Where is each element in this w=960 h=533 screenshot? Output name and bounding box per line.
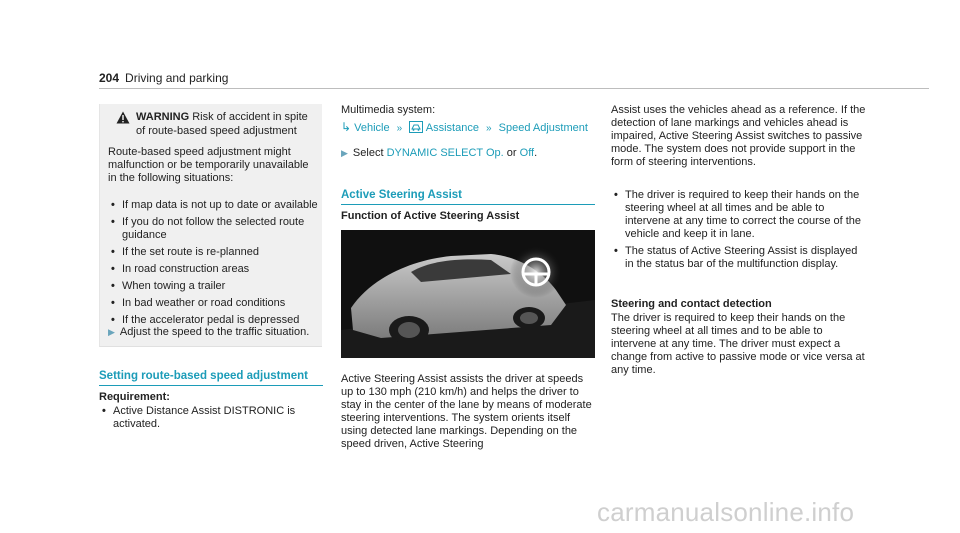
active-steering-para2: Assist uses the vehicles ahead as a reference. If the detection of lane markings and vehicles ahead is impaired, Active Steering Assist switches to passive mode. The system does not provide support in the form of steering interventions. <box>611 104 866 168</box>
list-item: • In road construction areas <box>108 263 318 276</box>
page-number: 204 <box>99 71 120 85</box>
watermark: carmanualsonline.info <box>597 497 855 527</box>
path-start-icon: ↳ <box>341 120 352 134</box>
list-item: • If the accelerator pedal is depressed <box>108 314 318 327</box>
requirement-label: Requirement: <box>99 391 170 403</box>
active-steering-rule <box>341 204 595 205</box>
active-steering-title: Active Steering Assist <box>341 189 463 201</box>
path-assistance: Assistance <box>425 122 479 134</box>
action-arrow-icon: ▶ <box>108 327 115 337</box>
warning-box <box>99 104 322 347</box>
list-item: • When towing a trailer <box>108 280 318 293</box>
multimedia-block <box>341 104 591 160</box>
list-item: • If map data is not up to date or available <box>108 199 318 212</box>
warning-action <box>108 326 318 339</box>
car-illustration <box>341 230 595 358</box>
list-item: • The status of Active Steering Assist is displayed in the status bar of the multifunction display. <box>611 245 867 271</box>
menu-path <box>341 121 591 135</box>
option-dynamic-select: DYNAMIC SELECT Op. <box>386 147 504 159</box>
warning-heading <box>116 110 316 138</box>
path-separator-icon: » <box>486 123 492 134</box>
contact-detection-title: Steering and contact detection <box>611 298 772 310</box>
section-title: Driving and parking <box>125 71 229 85</box>
warning-keyword: WARNING <box>136 111 190 123</box>
list-item: • In bad weather or road conditions <box>108 297 318 310</box>
list-item: • Active Distance Assist DISTRONIC is activated. <box>99 405 321 431</box>
requirement-list <box>99 405 321 435</box>
option-off: Off <box>519 147 535 159</box>
function-subtitle: Function of Active Steering Assist <box>341 210 520 222</box>
warning-title: Risk of accident in spite of route-based speed adjustment <box>136 111 308 137</box>
select-period: . <box>534 147 538 159</box>
steering-requirements-list <box>611 189 867 275</box>
path-vehicle: Vehicle <box>354 122 390 134</box>
page-header <box>99 71 228 85</box>
warning-list <box>108 199 318 331</box>
warning-intro: Route-based speed adjustment might malfunction or be temporarily unavailable in the following situations: <box>108 146 309 184</box>
path-separator-icon: » <box>396 123 403 134</box>
contact-detection-text: The driver is required to keep their hands on the steering wheel at all times and to be able to intervene at any time. The driver must expect a change from active to passive mode or vice versa at any time. <box>611 312 865 376</box>
header-divider <box>99 88 929 89</box>
multimedia-label: Multimedia system: <box>341 104 436 116</box>
select-or: or <box>506 147 517 159</box>
warning-triangle-icon <box>116 111 130 124</box>
action-arrow-icon: ▶ <box>341 148 348 158</box>
select-prefix: Select <box>352 147 384 159</box>
active-steering-para1: Active Steering Assist assists the driver at speeds up to 130 mph (210 km/h) and helps the driver to stay in the center of the lane by means of moderate steering interventions. The system orients itself using detected lane markings. Depending on the speed driven, Active Steering <box>341 373 592 450</box>
list-item: • If you do not follow the selected route guidance <box>108 216 318 242</box>
select-instruction <box>341 147 591 160</box>
list-item: • If the set route is re-planned <box>108 246 318 259</box>
setting-title: Setting route-based speed adjustment <box>99 370 308 382</box>
assistance-icon <box>409 121 423 133</box>
active-steering-illustration <box>341 230 595 358</box>
setting-title-rule <box>99 385 323 386</box>
warning-action-text: Adjust the speed to the traffic situation. <box>119 326 310 338</box>
path-speed-adjustment: Speed Adjustment <box>498 122 588 134</box>
list-item: • The driver is required to keep their hands on the steering wheel at all times and be able to intervene at any time to correct the course of the vehicle and keep it in lane. <box>611 189 867 241</box>
